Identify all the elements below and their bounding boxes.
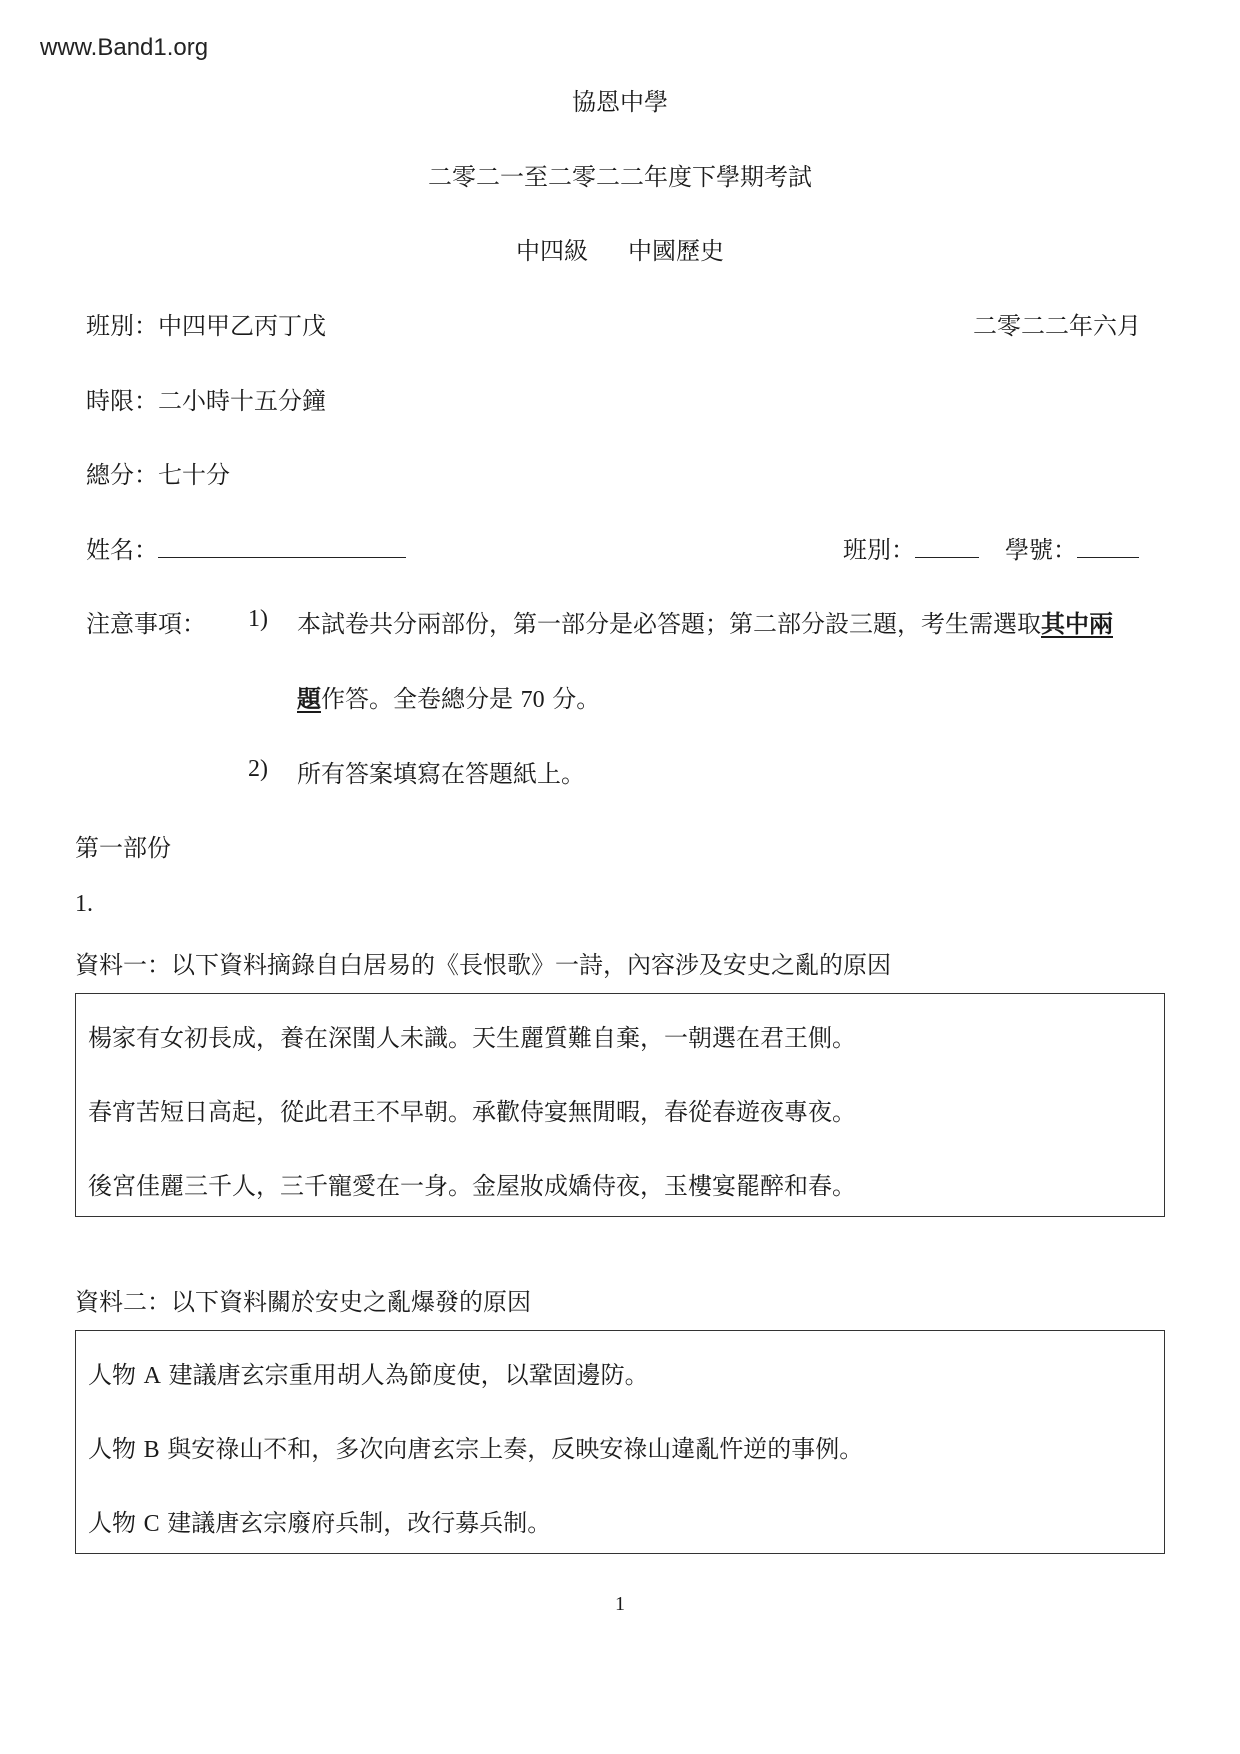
class-field-label: 班別： — [843, 536, 915, 564]
page-number: 1 — [615, 1593, 625, 1615]
source1-box — [75, 993, 1165, 1217]
person-letter: A — [143, 1363, 161, 1389]
note-2-number: 2) — [248, 756, 268, 782]
total-marks: 總分：七十分 — [86, 461, 230, 489]
note-1-continued: 題作答。全卷總分是 70 分。 — [297, 685, 601, 713]
name-row — [86, 530, 406, 565]
time-limit: 時限：二小時十五分鐘 — [86, 387, 326, 415]
total-score: 70 — [520, 687, 545, 713]
question-number: 1. — [75, 891, 93, 917]
class-info: 班別：中四甲乙丙丁戊 — [86, 312, 326, 340]
person-letter: C — [143, 1511, 160, 1537]
note-1-number: 1) — [248, 606, 268, 632]
note-2-text: 所有答案填寫在答題紙上。 — [297, 760, 585, 788]
student-no-label: 學號： — [1005, 536, 1077, 564]
source2-caption: 資料二：以下資料關於安史之亂爆發的原因 — [75, 1288, 531, 1316]
form-subject — [0, 231, 1240, 266]
source1-caption: 資料一：以下資料摘錄自白居易的《長恨歌》一詩，內容涉及安史之亂的原因 — [75, 951, 891, 979]
note-emphasis: 其中兩 — [1041, 610, 1113, 638]
name-label: 姓名： — [86, 536, 158, 564]
source1-line: 楊家有女初長成，養在深閨人未識。天生麗質難自棄，一朝選在君王側。 — [88, 1024, 856, 1052]
school-name: 協恩中學 — [572, 88, 668, 116]
source2-line: 人物 B 與安祿山不和，多次向唐玄宗上奏，反映安祿山違亂忤逆的事例。 — [88, 1435, 864, 1463]
watermark: www.Band1.org — [40, 34, 209, 61]
name-field[interactable] — [158, 535, 406, 558]
source2-line: 人物 A 建議唐玄宗重用胡人為節度使，以鞏固邊防。 — [88, 1361, 649, 1389]
person-letter: B — [143, 1437, 160, 1463]
class-field[interactable] — [915, 535, 979, 558]
student-no-field[interactable] — [1077, 535, 1139, 558]
part1-title: 第一部份 — [75, 834, 171, 862]
note-1-text: 本試卷共分兩部份，第一部分是必答題；第二部分設三題，考生需選取其中兩 — [297, 610, 1113, 638]
exam-title: 二零二一至二零二二年度下學期考試 — [428, 163, 812, 191]
source2-line: 人物 C 建議唐玄宗廢府兵制，改行募兵制。 — [88, 1509, 552, 1537]
note-emphasis-cont: 題 — [297, 685, 321, 713]
source1-line: 春宵苦短日高起，從此君王不早朝。承歡侍宴無閒暇，春從春遊夜專夜。 — [88, 1098, 856, 1126]
subject: 中國歷史 — [628, 237, 724, 265]
source1-line: 後宮佳麗三千人，三千寵愛在一身。金屋妝成嬌侍夜，玉樓宴罷醉和春。 — [88, 1172, 856, 1200]
class-student-row — [843, 530, 1139, 565]
source2-box — [75, 1330, 1165, 1554]
notes-label: 注意事項： — [86, 610, 206, 638]
exam-date: 二零二二年六月 — [973, 312, 1141, 340]
form-level: 中四級 — [516, 237, 588, 265]
